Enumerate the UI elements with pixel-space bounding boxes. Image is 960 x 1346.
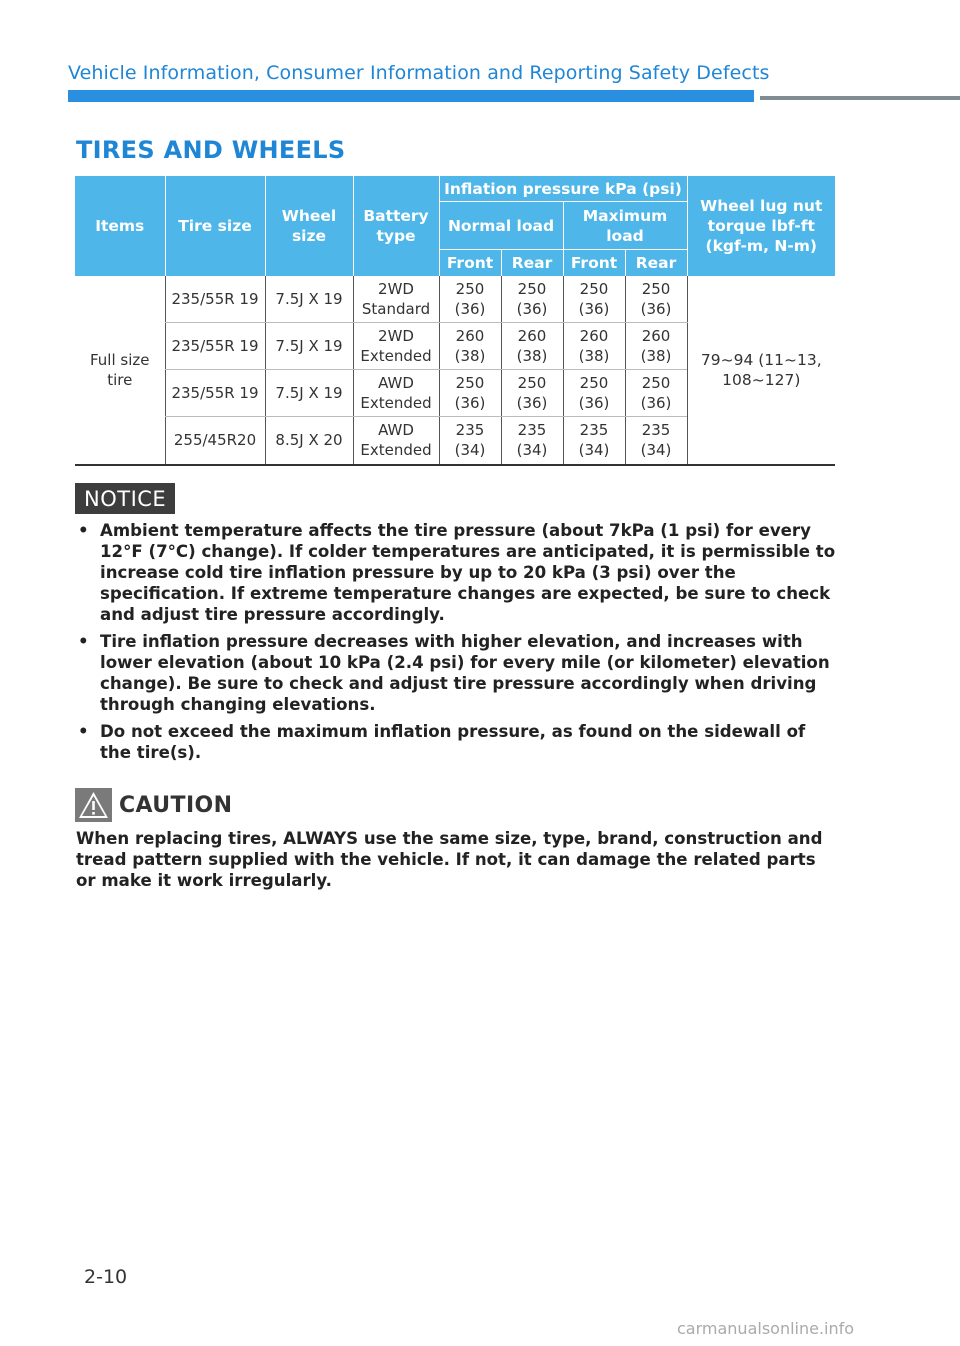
header-maximum-load: Maximum load xyxy=(563,202,687,250)
notice-list xyxy=(76,520,836,769)
warning-triangle-icon xyxy=(75,788,112,822)
bullet-icon: • xyxy=(78,722,89,741)
bullet-icon: • xyxy=(78,521,89,540)
max-front-cell: 260 (38) xyxy=(563,323,625,370)
section-title: TIRES AND WHEELS xyxy=(76,136,346,164)
normal-rear-cell: 260 (38) xyxy=(501,323,563,370)
torque-value-cell: 79~94 (11~13, 108~127) xyxy=(687,276,835,465)
tire-size-cell: 235/55R 19 xyxy=(165,370,265,417)
wheel-size-cell: 7.5J X 19 xyxy=(265,276,353,323)
normal-rear-cell: 250 (36) xyxy=(501,276,563,323)
list-item xyxy=(76,721,836,763)
normal-front-cell: 260 (38) xyxy=(439,323,501,370)
wheel-size-cell: 7.5J X 19 xyxy=(265,323,353,370)
normal-rear-cell: 250 (36) xyxy=(501,370,563,417)
page-number: 2-10 xyxy=(84,1266,128,1288)
bullet-icon: • xyxy=(78,632,89,651)
max-rear-cell: 260 (38) xyxy=(625,323,687,370)
wheel-size-cell: 8.5J X 20 xyxy=(265,417,353,465)
battery-type-cell: AWD Extended xyxy=(353,417,439,465)
caution-label: CAUTION xyxy=(119,793,233,818)
max-rear-cell: 235 (34) xyxy=(625,417,687,465)
notice-text: Do not exceed the maximum inflation pressure, as found on the sidewall of the tire(s). xyxy=(100,722,806,762)
header-wheel-size: Wheel size xyxy=(265,176,353,276)
header-inflation-pressure: Inflation pressure kPa (psi) xyxy=(439,176,687,202)
header-items: Items xyxy=(75,176,165,276)
header-accent-bar xyxy=(68,90,754,102)
list-item xyxy=(76,520,836,625)
max-front-cell: 250 (36) xyxy=(563,370,625,417)
watermark: carmanualsonline.info xyxy=(677,1319,855,1338)
normal-rear-cell: 235 (34) xyxy=(501,417,563,465)
tire-size-cell: 235/55R 19 xyxy=(165,276,265,323)
item-name-cell: Full size tire xyxy=(75,276,165,465)
header-normal-rear: Rear xyxy=(501,250,563,276)
battery-type-cell: 2WD Extended xyxy=(353,323,439,370)
wheel-size-cell: 7.5J X 19 xyxy=(265,370,353,417)
notice-text: Ambient temperature affects the tire pressure (about 7kPa (1 psi) for every 12°F (7°C) change). If colder temperatures are anticipated, it is permissible to increase cold tire inflation pressure by up to 20 kPa (3 psi) over the specification. If extreme temperature changes are expected, be sure to check and adjust tire pressure accordingly. xyxy=(100,521,836,624)
header-max-rear: Rear xyxy=(625,250,687,276)
max-front-cell: 235 (34) xyxy=(563,417,625,465)
battery-type-cell: AWD Extended xyxy=(353,370,439,417)
battery-type-cell: 2WD Standard xyxy=(353,276,439,323)
normal-front-cell: 250 (36) xyxy=(439,370,501,417)
header-lug-nut-torque: Wheel lug nut torque lbf-ft (kgf-m, N-m) xyxy=(687,176,835,276)
chapter-header-title: Vehicle Information, Consumer Information and Reporting Safety Defects xyxy=(68,62,770,84)
notice-text: Tire inflation pressure decreases with higher elevation, and increases with lower elevation (about 10 kPa (2.4 psi) for every mile (or kilometer) elevation change). Be sure to check and adjust tire pressure accordingly when driving through changing elevations. xyxy=(100,632,830,714)
header-normal-front: Front xyxy=(439,250,501,276)
header-max-front: Front xyxy=(563,250,625,276)
header-tire-size: Tire size xyxy=(165,176,265,276)
normal-front-cell: 250 (36) xyxy=(439,276,501,323)
header-divider-bar xyxy=(760,96,960,100)
header-battery-type: Battery type xyxy=(353,176,439,276)
table-row xyxy=(75,276,835,323)
tire-specification-table xyxy=(75,175,835,466)
caution-text: When replacing tires, ALWAYS use the same size, type, brand, construction and tread pattern supplied with the vehicle. If not, it can damage the related parts or make it work irregularly. xyxy=(76,829,823,890)
notice-label: NOTICE xyxy=(75,483,175,514)
max-rear-cell: 250 (36) xyxy=(625,276,687,323)
header-normal-load: Normal load xyxy=(439,202,563,250)
list-item xyxy=(76,631,836,715)
tire-size-cell: 235/55R 19 xyxy=(165,323,265,370)
tire-size-cell: 255/45R20 xyxy=(165,417,265,465)
normal-front-cell: 235 (34) xyxy=(439,417,501,465)
max-front-cell: 250 (36) xyxy=(563,276,625,323)
max-rear-cell: 250 (36) xyxy=(625,370,687,417)
